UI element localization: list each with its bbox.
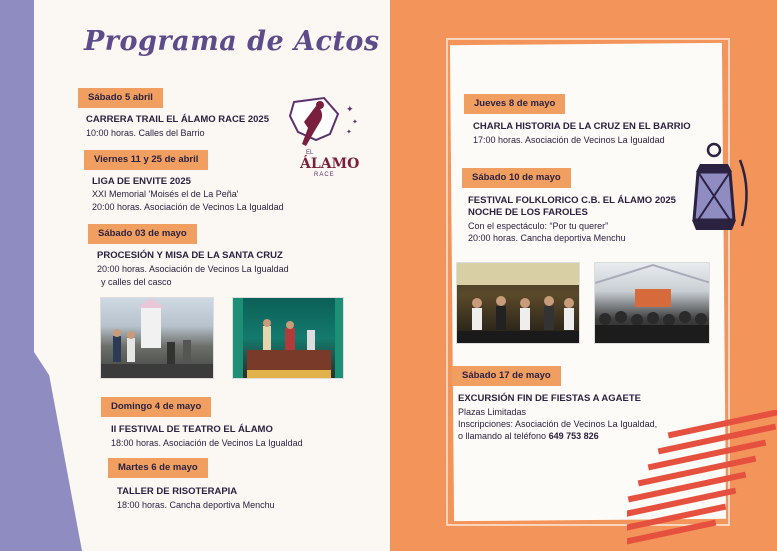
event-date-tag: Sábado 5 abril: [78, 88, 163, 108]
event-title: FESTIVAL FOLKLORICO C.B. EL ÁLAMO 2025: [468, 195, 676, 206]
event-detail: Plazas Limitadas: [458, 407, 527, 417]
procession-photo: [100, 297, 214, 379]
page-title: Programa de Actos: [84, 26, 380, 57]
procession-illustration: [101, 298, 214, 379]
theatre-photo: [232, 297, 344, 379]
event-title: II FESTIVAL DE TEATRO EL ÁLAMO: [111, 424, 273, 435]
event-date-tag: Sábado 10 de mayo: [462, 168, 571, 188]
event-date-tag: Sábado 17 de mayo: [452, 366, 561, 386]
festival-illustration-2: [595, 263, 710, 344]
event-detail: XXI Memorial 'Moisés el de La Peña': [92, 189, 239, 199]
svg-text:✦: ✦: [352, 119, 358, 126]
logo-sub: RACE: [314, 172, 335, 178]
event-date-tag: Domingo 4 de mayo: [101, 397, 211, 417]
lantern-icon: [684, 140, 754, 236]
event-detail: 10:00 horas. Calles del Barrio: [86, 128, 205, 138]
logo-small: EL: [306, 150, 314, 156]
logo-brand: ÁLAMO: [300, 156, 360, 172]
event-title: PROCESIÓN Y MISA DE LA SANTA CRUZ: [97, 250, 283, 261]
event-title: CARRERA TRAIL EL ÁLAMO RACE 2025: [86, 114, 269, 125]
event-date-tag: Viernes 11 y 25 de abril: [84, 150, 208, 170]
svg-text:✦: ✦: [346, 129, 352, 136]
festival-illustration-1: [457, 263, 580, 344]
alamo-race-logo: [276, 94, 372, 184]
event-detail: 20:00 horas. Cancha deportiva Menchu: [468, 233, 626, 243]
event-title: CHARLA HISTORIA DE LA CRUZ EN EL BARRIO: [473, 121, 691, 132]
event-title: EXCURSIÓN FIN DE FIESTAS A AGAETE: [458, 393, 641, 404]
event-title: LIGA DE ENVITE 2025: [92, 176, 191, 187]
event-detail: 20:00 horas. Asociación de Vecinos La Igualdad: [92, 202, 284, 212]
event-contact: [458, 430, 599, 442]
event-detail: y calles del casco: [101, 277, 172, 287]
theatre-illustration: [233, 298, 344, 379]
event-date-tag: Martes 6 de mayo: [108, 458, 208, 478]
event-detail: 18:00 horas. Cancha deportiva Menchu: [117, 500, 275, 510]
runner-icon: [276, 94, 372, 164]
event-detail: Con el espectáculo: “Por tu querer”: [468, 221, 609, 231]
event-date-tag: Sábado 03 de mayo: [88, 224, 197, 244]
svg-text:✦: ✦: [346, 104, 354, 114]
red-stripes-decoration: [627, 410, 777, 551]
event-date-tag: Jueves 8 de mayo: [464, 94, 565, 114]
event-subtitle: NOCHE DE LOS FAROLES: [468, 207, 588, 218]
festival-photo-1: [456, 262, 580, 344]
event-detail: 17:00 horas. Asociación de Vecinos La Igualdad: [473, 135, 665, 145]
event-detail: 20:00 horas. Asociación de Vecinos La Igualdad: [97, 264, 289, 274]
event-detail: 18:00 horas. Asociación de Vecinos La Igualdad: [111, 438, 303, 448]
phone-number[interactable]: 649 753 826: [548, 431, 599, 441]
event-title: TALLER DE RISOTERAPIA: [117, 486, 238, 497]
event-detail: Inscripciones: Asociación de Vecinos La Igualdad,: [458, 419, 658, 429]
phone-prefix: o llamando al teléfono: [458, 431, 549, 441]
festival-photo-2: [594, 262, 710, 344]
